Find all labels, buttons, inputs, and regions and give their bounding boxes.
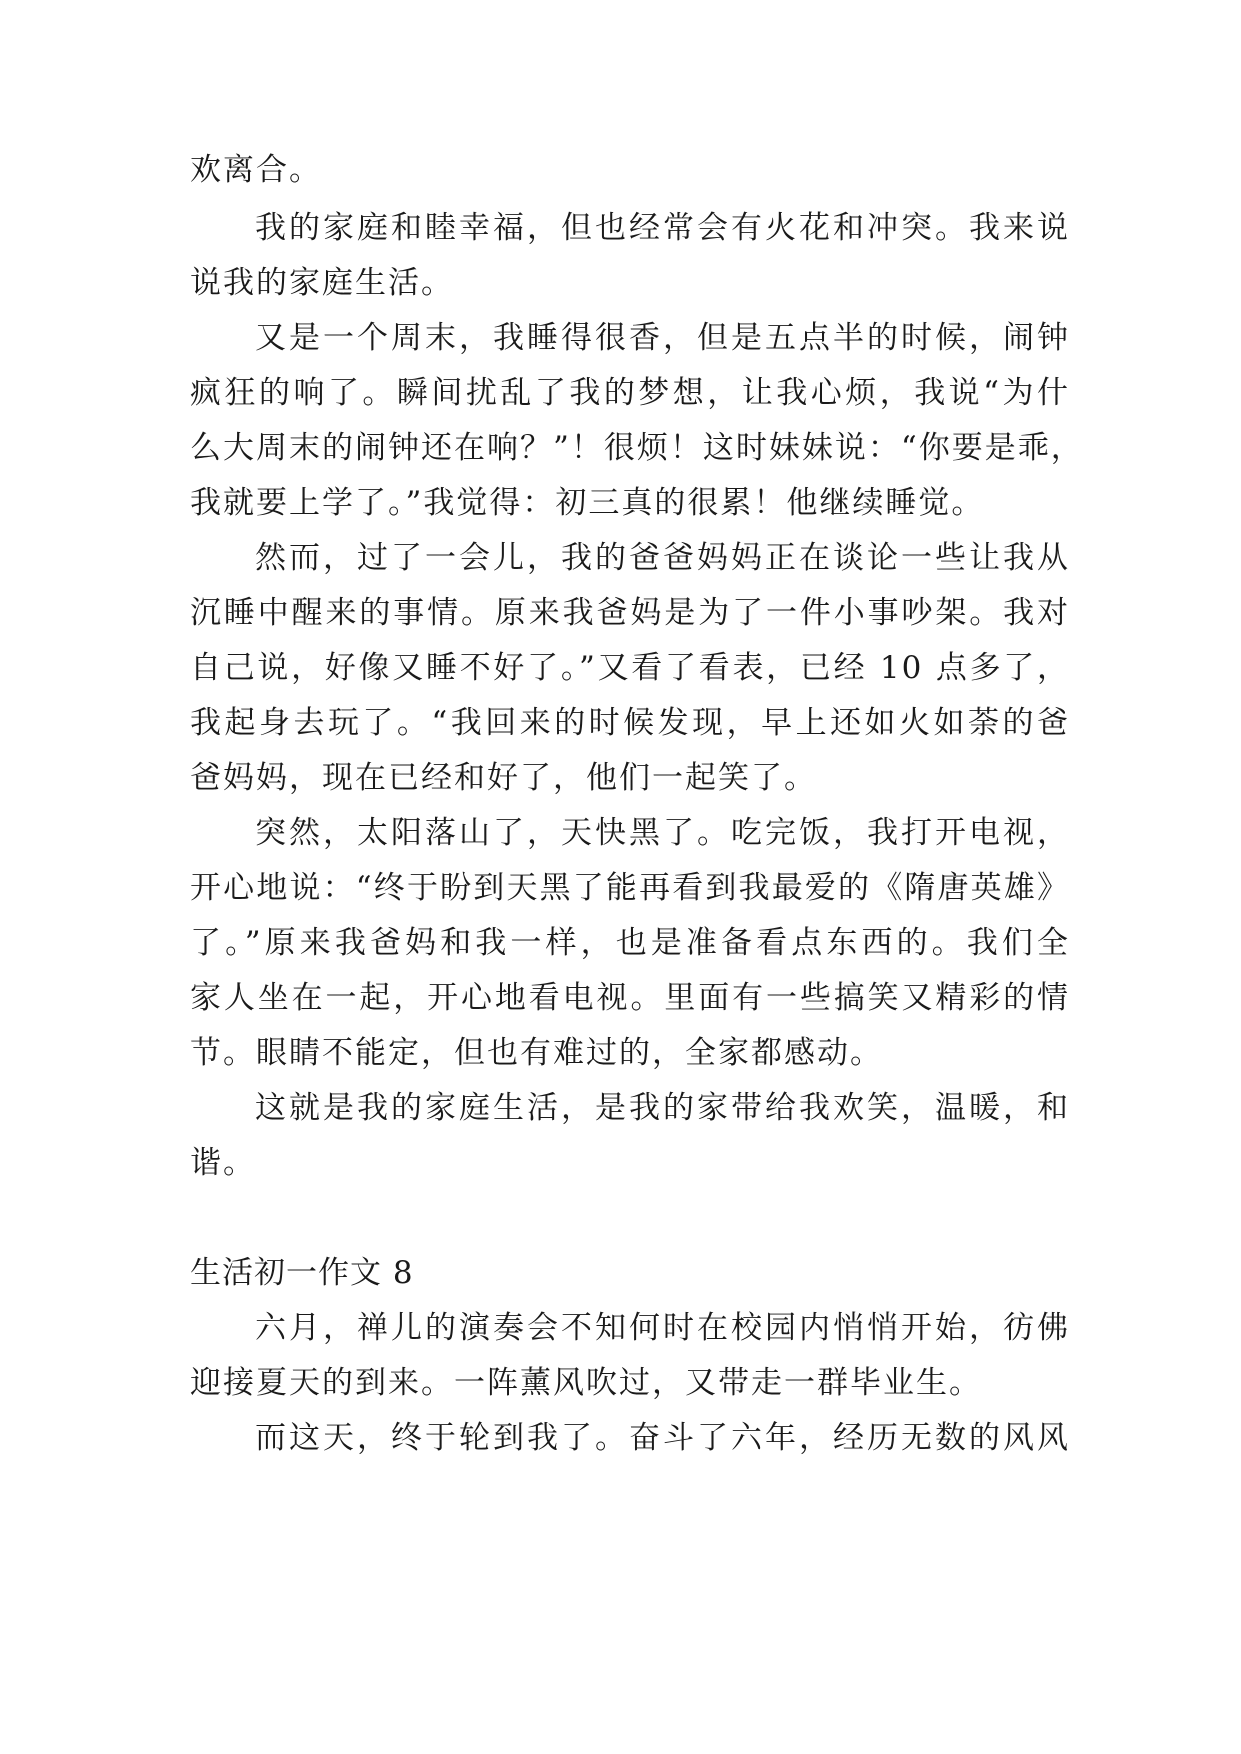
text-line: 了。”原来我爸妈和我一样，也是准备看点东西的。我们全 [190, 925, 1070, 961]
text-line: 我起身去玩了。“我回来的时候发现，早上还如火如荼的爸 [190, 705, 1070, 741]
text-line: 而这天，终于轮到我了。奋斗了六年，经历无数的风风 [255, 1420, 1070, 1456]
text-line: 六月，禅儿的演奏会不知何时在校园内悄悄开始，彷佛 [255, 1310, 1070, 1346]
text-line: 欢离合。 [190, 152, 322, 188]
text-line: 疯狂的响了。瞬间扰乱了我的梦想，让我心烦，我说“为什 [190, 375, 1070, 411]
text-line: 沉睡中醒来的事情。原来我爸妈是为了一件小事吵架。我对 [190, 595, 1070, 631]
text-line: 说我的家庭生活。 [190, 265, 454, 301]
text-line: 开心地说：“终于盼到天黑了能再看到我最爱的《隋唐英雄》 [190, 870, 1070, 906]
text-line: 我就要上学了。”我觉得：初三真的很累！他继续睡觉。 [190, 485, 985, 521]
section-heading: 生活初一作文 8 [190, 1255, 414, 1291]
text-line: 然而，过了一会儿，我的爸爸妈妈正在谈论一些让我从 [255, 540, 1070, 576]
text-line: 家人坐在一起，开心地看电视。里面有一些搞笑又精彩的情 [190, 980, 1070, 1016]
text-line: 爸妈妈，现在已经和好了，他们一起笑了。 [190, 760, 817, 796]
text-line: 我的家庭和睦幸福，但也经常会有火花和冲突。我来说 [255, 210, 1070, 246]
text-line: 这就是我的家庭生活，是我的家带给我欢笑，温暖，和 [255, 1090, 1070, 1126]
text-line: 突然，太阳落山了，天快黑了。吃完饭，我打开电视， [255, 815, 1070, 851]
text-line: 节。眼睛不能定，但也有难过的，全家都感动。 [190, 1035, 883, 1071]
text-line: 迎接夏天的到来。一阵薰风吹过，又带走一群毕业生。 [190, 1365, 982, 1401]
text-line: 谐。 [190, 1145, 256, 1181]
text-line: 么大周末的闹钟还在响？”！很烦！这时妹妹说：“你要是乖， [190, 430, 1084, 466]
text-line: 自己说，好像又睡不好了。”又看了看表，已经 10 点多了， [190, 650, 1070, 686]
text-line: 又是一个周末，我睡得很香，但是五点半的时候，闹钟 [255, 320, 1070, 356]
